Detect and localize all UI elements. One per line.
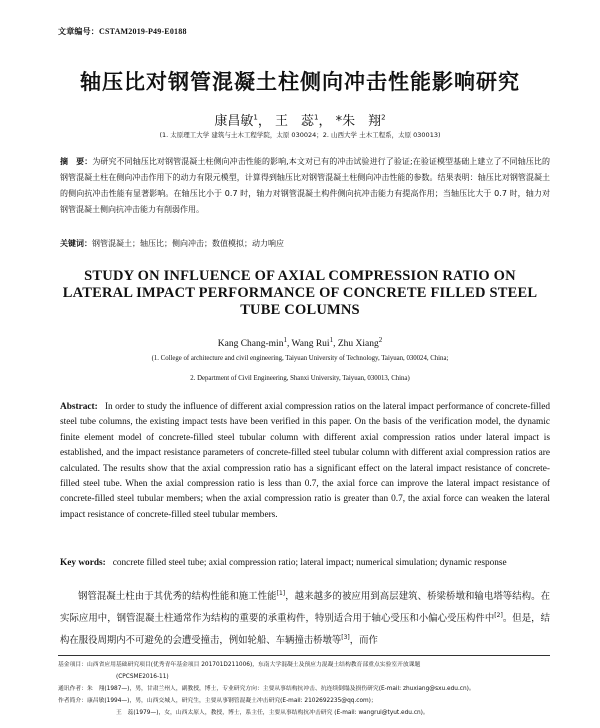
citation-ref[interactable]: [2] (494, 612, 503, 620)
footnote-author-bio-2: 王 蕊(1979—)，女，山西太原人，教授，博士，系主任，主要从事结构抗冲击研究 (E-mail: wangrui@tyut.edu.cn)。 (116, 710, 429, 716)
english-affiliation-2: 2. Department of Civil Engineering, Shanxi University, Taiyuan, 030013, China) (190, 375, 410, 382)
english-abstract-text: In order to study the influence of different axial compression ratios on the lateral impact performance of concrete-filled steel tube columns, the existing impact tests have been verified in this paper. On the basis of the verification model, the dynamic finite element model of concrete-filled steel tubular column with different axial compression ratios under lateral impact is established, and the impact resistance parameters of concrete-filled steel tubular column with different axial compression ratios are calculated. The results show that the axial compression ratio has a significant effect on the lateral impact resistance of concrete-filled steel tube. When the axial compression ratio is less than 0.7, the axial force can improve the lateral impact resistance of concrete-filled steel tubular members; when the axial compression ratio is greater than 0.7, the axial force can weaken the lateral impact resistance of concrete-filled steel tubular members. (60, 402, 550, 520)
english-keywords-label: Key words: (60, 558, 106, 568)
chinese-authors: 康昌敏$^1$， 王 蕊$^1$， *朱 翔$^2$ (214, 113, 386, 129)
en-author-name: Wang Rui (291, 339, 330, 350)
footnote-divider (58, 655, 550, 656)
chinese-keywords (60, 238, 550, 249)
cn-author-sup: 1 (314, 113, 319, 122)
english-affiliation-1: (1. College of architecture and civil engineering, Taiyuan University of Technology, Taiyuan, 030024, China; (151, 355, 449, 362)
cn-author-sup: 2 (381, 113, 386, 122)
en-author-sup: 2 (378, 336, 383, 344)
en-author-sup: 1 (283, 336, 287, 344)
body-paragraph (60, 584, 550, 650)
cn-author-sup: 1 (253, 113, 258, 122)
chinese-keywords-text: 钢管混凝土；轴压比；侧向冲击；数值模拟；动力响应 (92, 239, 284, 248)
english-keywords (60, 556, 550, 570)
cn-author-name: 康昌敏 (214, 114, 254, 129)
en-author-sup: 1 (329, 336, 334, 344)
footnote-author-bio: 作者简介：康昌敏(1994—)，男，山西交城人，研究生，主要从事钢管混凝土冲击研究(E-mail: 2102692235@qq.com)； (58, 698, 377, 704)
body-text-segment: 。但是，结构在服役周期内不可避免的会遭受撞击，例如轮船、车辆撞击桥墩等 (60, 613, 550, 647)
footnote-corresponding-author: 通讯作者：朱 翔(1987—)，男，甘肃兰州人，副教授，博士，专业研究方向：主要从事结构抗冲击、抗连续倒塌及损伤研究(E-mail: zhuxiang@sxu.edu.cn)。 (58, 686, 475, 692)
citation-ref[interactable]: [1] (276, 590, 286, 597)
chinese-abstract-label: 摘 要： (60, 157, 93, 166)
en-author-name: Zhu Xiang (337, 339, 379, 350)
english-authors: Kang Chang-$\min^1$, Wang Rui$^1$, Zhu Xiang$^2$ (217, 336, 383, 350)
english-keywords-text: concrete filled steel tube; axial compression ratio; lateral impact; numerical simulation; dynamic response (112, 558, 507, 568)
english-abstract-label: Abstract: (60, 402, 98, 412)
en-author-name: Kang Chang-min (217, 339, 284, 350)
english-title: STUDY ON INFLUENCE OF AXIAL COMPRESSION RATIO ON LATERAL IMPACT PERFORMANCE OF CONCRETE FILLED STEEL TUBE COLUMNS (62, 268, 538, 318)
citation-ref[interactable]: [3] (341, 634, 350, 642)
document-id: 文章编号：CSTAM2019-P49-E0188 (58, 27, 187, 36)
english-abstract (60, 400, 550, 523)
chinese-title: 轴压比对钢管混凝土柱侧向冲击性能影响研究 (80, 70, 520, 94)
body-text-segment: 钢管混凝土柱由于其优秀的结构性能和施工性能 (78, 591, 277, 603)
chinese-keywords-label: 关键词： (60, 239, 92, 248)
cn-author-name: *朱 翔 (335, 114, 382, 129)
cn-author-name: 王 蕊 (275, 114, 315, 129)
footnotes (58, 659, 550, 719)
body-text-segment: ，越来越多的被应用到高层建筑、桥梁桥墩和输电塔等结构。在实际应用中，钢管混凝土柱通常作为结构的重要的承重构件，特别适合用于轴心受压和小偏心受压构件中 (60, 591, 550, 625)
chinese-abstract-text: 为研究不同轴压比对钢管混凝土柱侧向冲击性能的影响,本文对已有的冲击试验进行了验证;在验证模型基础上建立了不同轴压比的钢管混凝土柱在侧向冲击作用下的动力有限元模型，计算得到轴压比对钢管混凝土柱侧向冲击性能的参数。结果表明：轴压比对钢管混凝土的侧向抗冲击性能有显著影响。在轴压比小于 0.7 时，轴力对钢管混凝土构件侧向抗冲击能力有提高作用；当轴压比大于 0.7 时，轴力对钢管混凝土侧向抗冲击能力有削弱作用。 (60, 157, 550, 214)
chinese-abstract (60, 154, 550, 218)
footnote-fund-continued: (CPCSME2016-11) (116, 674, 169, 680)
footnote-fund: 基金项目：山西省应用基础研究项目(优秀青年基金项目 201701D211006)，东南大学混凝土及预应力混凝土结构教育部重点实验室开放课题 (58, 662, 421, 668)
chinese-affiliation: (1. 太原理工大学 建筑与土木工程学院，太原 030024；2. 山西大学 土木工程系，太原 030013) (159, 131, 441, 139)
body-text-segment: ，而作 (349, 635, 378, 647)
